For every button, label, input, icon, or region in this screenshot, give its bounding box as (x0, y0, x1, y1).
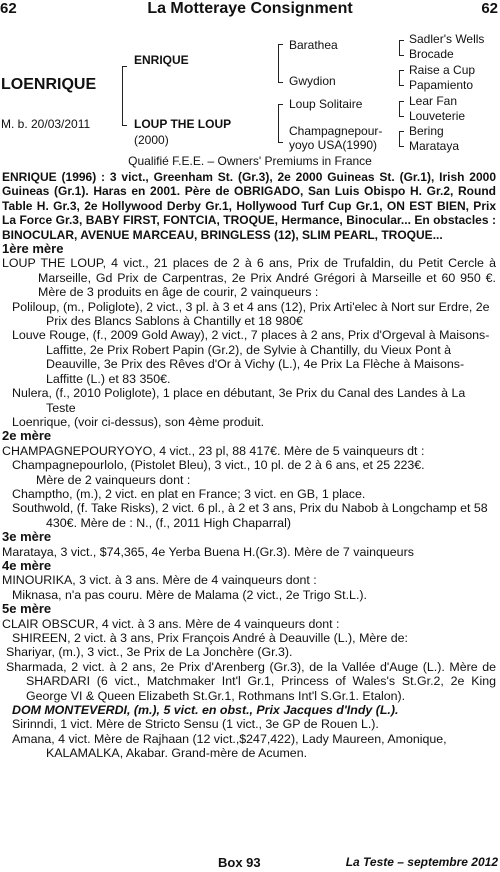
sire-name: ENRIQUE (134, 53, 189, 67)
catalogue-body (2, 170, 496, 761)
section-fifth-dam: 5e mère (2, 601, 52, 617)
dam1-produce-2: Louve Rouge, (f., 2009 Gold Away), 2 vict., 7 places à 2 ans, Prix d'Orgeval à Maisons-Laffitte, 2e Prix Robert Papin (Gr.2), de Sylvie à Chantilly, du Vieux Pont à Deauville, 3e Prix des Rêves d'Or à Vichy (L.), 4e Prix La Flèche à Maisons-Laffitte (L.) et 83 350€. (12, 328, 490, 386)
dam5-produce-1a: Shariyar, (m.), 3 vict., 3e Prix de La Jonchère (Gr.3). (6, 645, 293, 660)
great-granddam-1: Brocade (409, 47, 454, 61)
dam5-produce-1c: DOM MONTEVERDI, (m.), 5 vict. en obst., Prix Jacques d'Indy (L.). (12, 703, 399, 718)
sale-info: La Teste – septembre 2012 (345, 855, 498, 869)
grandsire-2: Loup Solitaire (289, 97, 363, 111)
dam2-produce-1: Champagnepourlolo, (Pistolet Bleu), 3 vict., 10 pl. de 2 à 6 ans, et 25 223€. (12, 458, 425, 473)
dam5-produce-2: Amana, 4 vict. Mère de Rajhaan (12 vict.,$247,422), Lady Maureen, Amonique, KALAMALKA, Akabar. Grand-mère de Acumen. (12, 731, 447, 761)
dam4-record: MINOURIKA, 3 vict. à 3 ans. Mère de 4 vainqueurs dont : (2, 573, 317, 588)
qualification-note: Qualifié F.E.E. – Owners' Premiums in France (128, 154, 372, 168)
great-granddam-3: Louveterie (409, 109, 466, 123)
great-granddam-2: Papamiento (409, 78, 474, 92)
sire-record: ENRIQUE (1996) : 3 vict., Greenham St. (Gr.3), 2e 2000 Guineas St. (Gr.1), Irish 2000 Guineas (Gr.1). Haras en 2001. Père de OBRIGADO, San Luis Obispo H. Gr.2, Round Table H. Gr.3, 2e Hollywood Derby Gr.1, Hollywood Turf Cup Gr.1, ON EST BIEN, Prix La Force Gr.3, BABY FIRST, FONTCIA, TROQUE, Hermance, Binocular... En obstacles : BINOCULAR, AVENUE MARCEAU, BRINGLESS (12), SLIM PEARL, TROQUE... (2, 170, 496, 242)
great-grandsire-2: Raise a Cup (409, 63, 476, 77)
lot-number-right: 62 (481, 0, 498, 17)
dam2-produce-1-child: Champtho, (m.), 2 vict. en plat en France; 3 vict. en GB, 1 place. (12, 486, 366, 501)
dam1-produce-3: Nulera, (f., 2010 Poliglote), 1 place en débutant, 3e Prix du Canal des Landes à La Teste (12, 386, 466, 415)
dam3-record: Marataya, 3 vict., $74,365, 4e Yerba Buena H.(Gr.3). Mère de 7 vainqueurs (2, 544, 414, 559)
pedigree-bracket-dam (278, 104, 283, 143)
section-fourth-dam: 4e mère (2, 557, 52, 573)
horse-name: LOENRIQUE (1, 76, 97, 93)
section-second-dam: 2e mère (2, 428, 52, 444)
dam-year: (2000) (134, 133, 169, 147)
horse-description: M. b. 20/03/2011 (1, 117, 91, 131)
granddam-1: Gwydion (289, 74, 336, 88)
dam-name: LOUP THE LOUP (134, 117, 232, 131)
pedigree-bracket-main (122, 66, 127, 126)
page-title: La Motteraye Consignment (147, 0, 353, 17)
pedigree-bracket-gg3 (399, 101, 404, 117)
pedigree-bracket-sire (278, 44, 283, 83)
section-first-dam: 1ère mère (2, 241, 64, 257)
pedigree-bracket-gg2 (399, 70, 404, 86)
great-granddam-4: Marataya (409, 139, 460, 153)
lot-number-left: 62 (0, 0, 17, 17)
great-grandsire-3: Lear Fan (409, 94, 458, 108)
section-third-dam: 3e mère (2, 529, 52, 545)
dam2-produce-1-note: Mère de 2 vainqueurs dont : (36, 472, 191, 487)
dam2-record: CHAMPAGNEPOURYOYO, 4 vict., 23 pl, 88 417€. Mère de 5 vainqueurs dt : (2, 443, 425, 458)
dam5-produce-1d: Sirinndi, 1 vict. Mère de Stricto Sensu (1 vict., 3e GP de Rouen L.). (12, 717, 379, 732)
pedigree-bracket-gg1 (399, 40, 404, 56)
dam5-produce-1b: Sharmada, 2 vict. à 2 ans, 2e Prix d'Arenberg (Gr.3), de la Vallée d'Auge (L.). Mère de SHARDARI (6 vict., Matchmaker Int'l Gr.1, Princess of Wales's St.Gr.2, 2e King George VI & Queen Elizabeth St.Gr.1, Rothmans Int'l S.Gr.1. Etalon). (6, 659, 496, 703)
dam4-produce-1: Miknasa, n'a pas couru. Mère de Malama (2 vict., 2e Trigo St.L.). (12, 587, 367, 602)
pedigree-bracket-gg4 (399, 131, 404, 147)
grandsire-1: Barathea (289, 38, 338, 52)
dam1-produce-1: Poliloup, (m., Poliglote), 2 vict., 3 pl. à 3 et 4 ans (12), Prix Arti'elec à Nort sur Erdre, 2e Prix des Blancs Sablons à Chantilly et 18 980€ (12, 299, 490, 329)
granddam-2-line2: yoyo USA(1990) (289, 138, 378, 152)
dam5-record: CLAIR OBSCUR, 4 vict. à 3 ans. Mère de 4 vainqueurs dont : (2, 616, 340, 631)
dam1-record: LOUP THE LOUP, 4 vict., 21 places de 2 à 6 ans, Prix de Trufaldin, du Petit Cercle à Marseille, Gd Prix de Carpentras, 2e Prix André Grégori à Marseille et 60 950 €. Mère de 3 produits en âge de courir, 2 vainqueurs : (2, 256, 496, 300)
great-grandsire-1: Sadler's Wells (409, 32, 485, 46)
dam5-produce-1: SHIREEN, 2 vict. à 3 ans, Prix François André à Deauville (L.), Mère de: (12, 631, 408, 645)
granddam-2-line1: Champagnepour- (289, 124, 383, 138)
box-number: Box 93 (218, 855, 261, 870)
dam1-produce-4: Loenrique, (voir ci-dessus), son 4ème produit. (12, 414, 265, 429)
great-grandsire-4: Bering (409, 124, 444, 138)
dam2-produce-2: Southwold, (f. Take Risks), 2 vict. 6 pl., à 2 et 3 ans, Prix du Nabob à Longchamp et 58 430€. Mère de : N., (f., 2011 High Chaparral) (12, 501, 488, 530)
